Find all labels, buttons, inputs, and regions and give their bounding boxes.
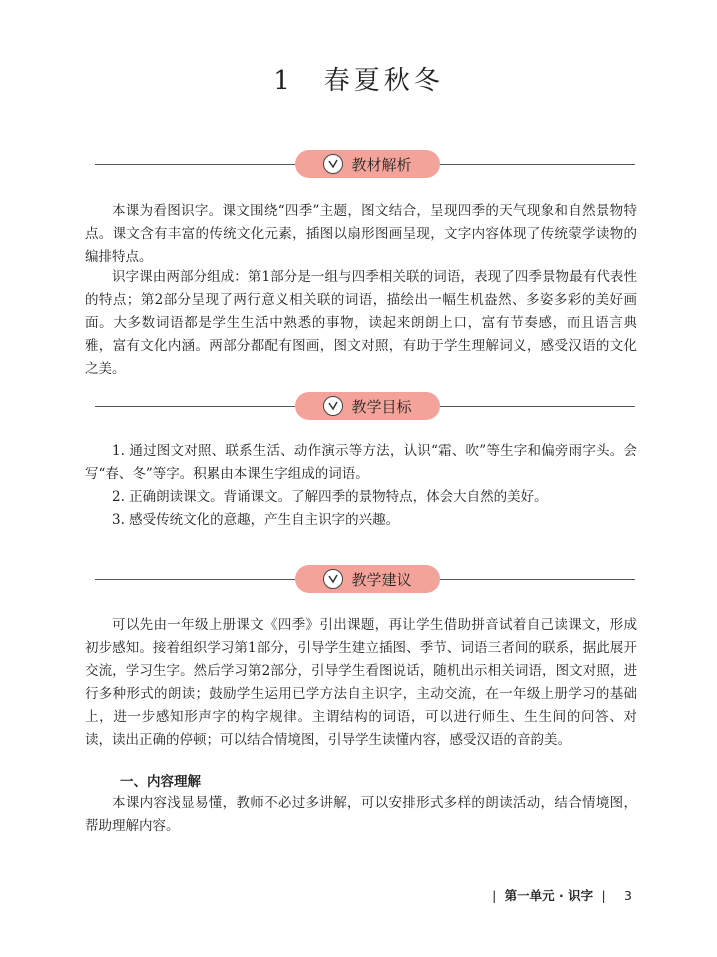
paragraph: 可以先由一年级上册课文《四季》引出课题，再让学生借助拼音试着自己读课文，形成初步感知。接着组织学习第1部分，引导学生建立插图、季节、词语三者间的联系，据此展开交流，学习生字。然后学习第2部分，引导学生看图说话，随机出示相关词语，图文对照，进行多种形式的朗读；鼓励学生运用已学方法自主识字，主动交流，在一年级上册学习的基础上，进一步感知形声字的构字规律。主谓结构的词语，可以进行师生、生生间的问答、对读，读出正确的停顿；可以结合情境图，引导学生读懂内容，感受汉语的音韵美。: [85, 617, 637, 748]
section-header-goals: [95, 390, 635, 422]
check-arrow-icon: [323, 154, 343, 174]
section-pill: [295, 150, 440, 178]
subheading: 一、内容理解: [120, 774, 201, 790]
page-footer: [488, 886, 632, 904]
section-header-analysis: [95, 148, 635, 180]
paragraph: 本课内容浅显易懂，教师不必过多讲解，可以安排形式多样的朗读活动，结合情境图，帮助理解内容。: [85, 795, 637, 834]
goal-item: 2. 正确朗读课文。背诵课文。了解四季的景物特点，体会大自然的美好。: [112, 489, 548, 505]
divider: [95, 406, 295, 407]
divider: [440, 579, 635, 580]
section-heading: 教学建议: [351, 570, 412, 589]
page-title: 1 春夏秋冬: [273, 66, 444, 96]
footer-separator: |: [492, 888, 497, 903]
page-number: 3: [624, 888, 632, 903]
section-pill: [295, 565, 440, 593]
check-arrow-icon: [323, 396, 343, 416]
paragraph: 本课为看图识字。课文围绕“四季”主题，图文结合，呈现四季的天气现象和自然景物特点。课文含有丰富的传统文化元素，插图以扇形图画呈现，文字内容体现了传统蒙学读物的编排特点。: [85, 203, 637, 265]
divider: [440, 406, 635, 407]
footer-separator: |: [601, 888, 606, 903]
section-header-suggestions: [95, 563, 635, 595]
goal-item: 3. 感受传统文化的意趣，产生自主识字的兴趣。: [112, 512, 400, 528]
divider: [95, 579, 295, 580]
section-pill: [295, 392, 440, 420]
section-heading: 教材解析: [351, 155, 412, 174]
goal-item: 1. 通过图文对照、联系生活、动作演示等方法，认识“霜、吹”等生字和偏旁雨字头。会写“春、冬”等字。积累由本课生字组成的词语。: [85, 443, 637, 482]
paragraph: 识字课由两部分组成：第1部分是一组与四季相关联的词语，表现了四季景物最有代表性的特点；第2部分呈现了两行意义相关联的词语，描绘出一幅生机盎然、多姿多彩的美好画面。大多数词语都是学生生活中熟悉的事物，读起来朗朗上口，富有节奏感，而且语言典雅，富有文化内涵。两部分都配有图画，图文对照，有助于学生理解词义，感受汉语的文化之美。: [85, 269, 637, 377]
check-arrow-icon: [323, 569, 343, 589]
divider: [440, 164, 635, 165]
footer-unit: 第一单元 · 识字: [504, 888, 594, 903]
divider: [95, 164, 295, 165]
section-heading: 教学目标: [351, 397, 412, 416]
